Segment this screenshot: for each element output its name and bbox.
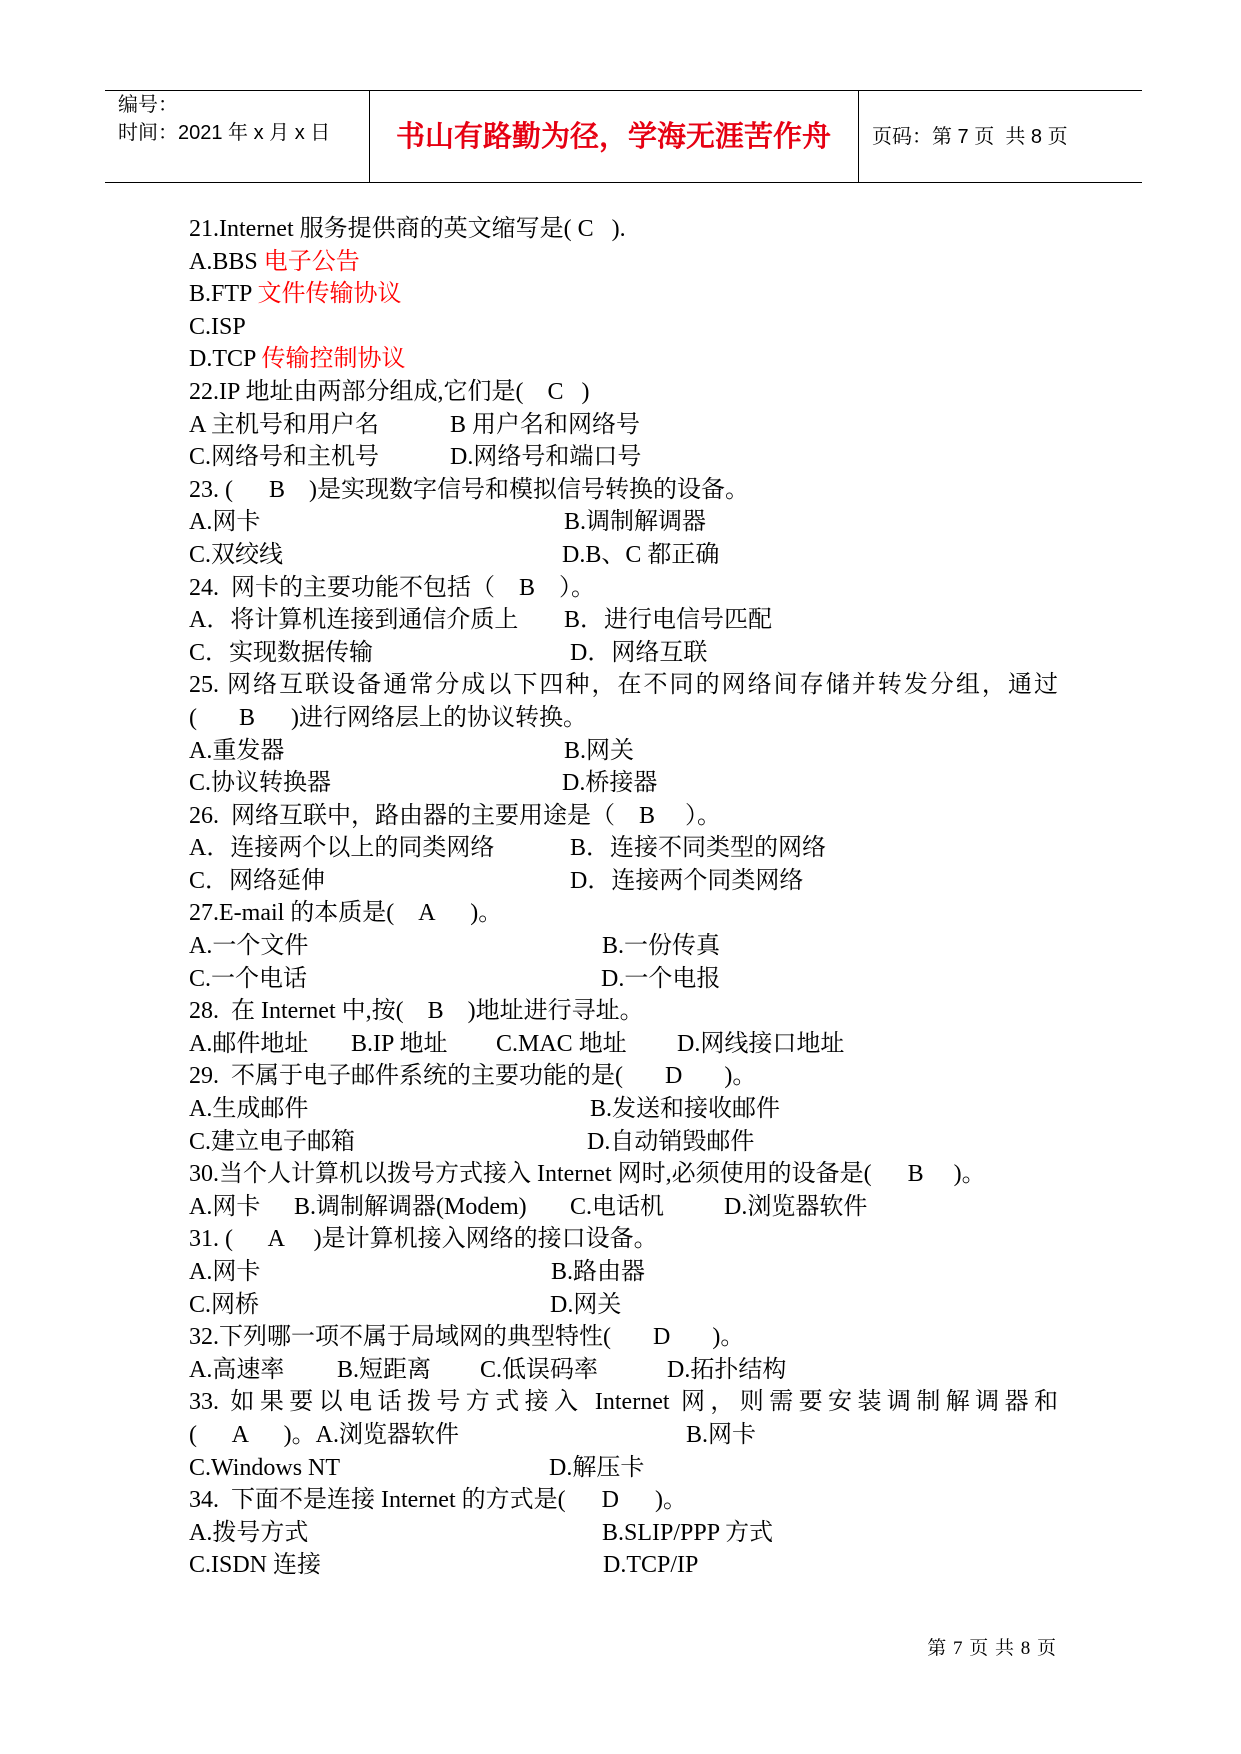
q21-option-c-line <box>189 311 1058 344</box>
q33-options-row-2 <box>189 1452 1058 1485</box>
q29-stem-line <box>189 1060 1058 1093</box>
q29-stem: 29. 不属于电子邮件系统的主要功能的是( D )。 <box>189 1063 757 1090</box>
q25-option-a: A.重发器 <box>189 737 285 764</box>
q26-options-row-1 <box>189 832 1058 865</box>
q23-option-a: A.网卡 <box>189 509 261 536</box>
header-divider-right <box>858 90 859 182</box>
q25-options-row-1 <box>189 735 1058 768</box>
q34-stem-line <box>189 1484 1058 1517</box>
q32-options-row <box>189 1354 1058 1387</box>
q31-stem: 31. ( A )是计算机接入网络的接口设备。 <box>189 1226 658 1253</box>
q25-stem: 25. 网络互联设备通常分成以下四种，在不同的网络间存储并转发分组，通过 <box>189 672 1058 699</box>
q33-stem: 33. 如果要以电话拨号方式接入 Internet 网，则需要安装调制解调器和 <box>189 1389 1058 1416</box>
q21-option-a-line <box>189 246 1058 279</box>
q21-stem-line <box>189 213 1058 246</box>
q23-options-row-1 <box>189 506 1058 539</box>
q23-stem: 23. ( B )是实现数字信号和模拟信号转换的设备。 <box>189 476 749 503</box>
q30-options-row <box>189 1191 1058 1224</box>
q21-option-a: A.BBS <box>189 248 264 275</box>
q24-options-row-2 <box>189 637 1058 670</box>
q33-stem-continued: ( A )。 <box>189 1421 316 1448</box>
q30-option-a: A.网卡 <box>189 1193 261 1220</box>
q27-option-c: C.一个电话 <box>189 965 308 992</box>
q29-options-row-1 <box>189 1093 1058 1126</box>
q21-option-b: B.FTP <box>189 281 258 308</box>
q22-options-row-2 <box>189 441 1058 474</box>
q27-options-row-1 <box>189 930 1058 963</box>
q21-option-d-note: 传输控制协议 <box>261 346 406 373</box>
q32-option-b: B.短距离 <box>337 1356 432 1383</box>
q25-option-b: B.网关 <box>564 737 635 764</box>
q23-option-c: C.双绞线 <box>189 541 284 568</box>
q33-stem-line <box>189 1386 1058 1419</box>
q34-option-c: C.ISDN 连接 <box>189 1552 322 1579</box>
q29-option-b: B.发送和接收邮件 <box>590 1096 781 1123</box>
header-page-info: 页码：第 7 页 共 8 页 <box>872 126 1068 148</box>
q24-option-b: B．进行电信号匹配 <box>564 607 773 634</box>
q31-stem-line <box>189 1223 1058 1256</box>
q32-stem: 32.下列哪一项不属于局域网的典型特性( D )。 <box>189 1324 745 1351</box>
q34-options-row-2 <box>189 1549 1058 1582</box>
q31-option-a: A.网卡 <box>189 1259 261 1285</box>
q30-option-c: C.电话机 <box>570 1193 665 1220</box>
q26-option-b: B．连接不同类型的网络 <box>570 835 827 862</box>
document-date: 时间：2021 年 x 月 x 日 <box>118 122 331 144</box>
q28-stem-line <box>189 995 1058 1028</box>
q21-option-a-note: 电子公告 <box>263 248 360 275</box>
q30-option-d: D.浏览器软件 <box>724 1193 868 1220</box>
q22-option-b: B 用户名和网络号 <box>450 411 641 438</box>
q31-option-b: B.路由器 <box>551 1259 646 1285</box>
q24-stem-line <box>189 572 1058 605</box>
document-number-label: 编号： <box>118 94 178 116</box>
q32-option-c: C.低误码率 <box>480 1356 599 1383</box>
q23-option-d: D.B、C 都正确 <box>562 541 720 568</box>
q28-option-d: D.网线接口地址 <box>677 1030 845 1057</box>
header-bottom-rule <box>105 182 1142 183</box>
q22-stem: 22.IP 地址由两部分组成,它们是( C ) <box>189 378 590 405</box>
q28-option-c: C.MAC 地址 <box>496 1030 627 1057</box>
q21-option-b-note: 文件传输协议 <box>257 281 402 308</box>
q22-option-c: C.网络号和主机号 <box>189 444 380 471</box>
q27-option-b: B.一份传真 <box>602 933 721 960</box>
q25-options-row-2 <box>189 767 1058 800</box>
q34-option-a: A.拨号方式 <box>189 1519 309 1546</box>
q28-options-row <box>189 1028 1058 1061</box>
q26-option-d: D．连接两个同类网络 <box>570 867 804 894</box>
header-top-rule <box>105 90 1142 91</box>
q28-stem: 28. 在 Internet 中,按( B )地址进行寻址。 <box>189 998 644 1025</box>
question-list <box>189 213 1058 1582</box>
q31-option-c: C.网桥 <box>189 1291 260 1318</box>
q32-stem-line <box>189 1321 1058 1354</box>
q24-option-a: A．将计算机连接到通信介质上 <box>189 607 519 634</box>
q24-stem: 24. 网卡的主要功能不包括（ B ）。 <box>189 574 596 601</box>
q30-stem-line <box>189 1158 1058 1191</box>
q33-option-c: C.Windows NT <box>189 1454 341 1481</box>
q31-option-d: D.网关 <box>550 1291 622 1318</box>
q22-options-row-1 <box>189 409 1058 442</box>
q29-option-c: C.建立电子邮箱 <box>189 1128 356 1155</box>
q32-option-d: D.拓扑结构 <box>667 1356 787 1383</box>
q21-option-d-line <box>189 343 1058 376</box>
page-footer-number: 第 7 页 共 8 页 <box>927 1638 1057 1659</box>
q23-option-b: B.调制解调器 <box>564 509 707 536</box>
q34-option-d: D.TCP/IP <box>603 1552 699 1579</box>
q28-option-a: A.邮件地址 <box>189 1030 309 1057</box>
q21-stem: 21.Internet 服务提供商的英文缩写是( C ). <box>189 216 626 242</box>
q21-option-d: D.TCP <box>189 346 262 373</box>
q31-options-row-1 <box>189 1256 1058 1289</box>
q23-stem-line <box>189 474 1058 507</box>
q26-stem: 26. 网络互联中，路由器的主要用途是（ B ）。 <box>189 802 722 829</box>
q33-option-d: D.解压卡 <box>549 1454 645 1481</box>
q31-options-row-2 <box>189 1289 1058 1322</box>
q27-stem-line <box>189 897 1058 930</box>
q21-option-b-line <box>189 278 1058 311</box>
q29-options-row-2 <box>189 1126 1058 1159</box>
q26-stem-line <box>189 800 1058 833</box>
q25-option-c: C.协议转换器 <box>189 770 332 797</box>
q25-stem-continued: ( B )进行网络层上的协议转换。 <box>189 704 587 731</box>
q27-option-d: D.一个电报 <box>601 965 721 992</box>
q22-option-a: A 主机号和用户名 <box>189 411 380 438</box>
q21-option-c: C.ISP <box>189 313 246 340</box>
q23-options-row-2 <box>189 539 1058 572</box>
q22-stem-line <box>189 376 1058 409</box>
q27-option-a: A.一个文件 <box>189 933 309 960</box>
q30-stem: 30.当个人计算机以拨号方式接入 Internet 网时,必须使用的设备是( B )。 <box>189 1161 986 1188</box>
q33-stem-continued-line <box>189 1419 1058 1452</box>
q27-stem: 27.E-mail 的本质是( A )。 <box>189 900 503 927</box>
q24-option-c: C．实现数据传输 <box>189 639 374 666</box>
q34-stem: 34. 下面不是连接 Internet 的方式是( D )。 <box>189 1487 687 1514</box>
q25-stem-continued-line <box>189 702 1058 735</box>
q33-option-b: B.网卡 <box>686 1421 757 1448</box>
q26-options-row-2 <box>189 865 1058 898</box>
q24-option-d: D．网络互联 <box>570 639 708 666</box>
q24-options-row-1 <box>189 604 1058 637</box>
header-motto: 书山有路勤为径，学海无涯苦作舟 <box>395 121 831 153</box>
q25-option-d: D.桥接器 <box>562 770 658 797</box>
q29-option-d: D.自动销毁邮件 <box>587 1128 755 1155</box>
q26-option-a: A．连接两个以上的同类网络 <box>189 835 495 862</box>
q22-option-d: D.网络号和端口号 <box>450 444 642 471</box>
q26-option-c: C．网络延伸 <box>189 867 326 894</box>
q34-option-b: B.SLIP/PPP 方式 <box>602 1519 774 1546</box>
q29-option-a: A.生成邮件 <box>189 1096 309 1123</box>
q33-option-a: A.浏览器软件 <box>315 1421 460 1448</box>
q25-stem-line <box>189 669 1058 702</box>
q30-option-b: B.调制解调器(Modem) <box>294 1193 527 1220</box>
q28-option-b: B.IP 地址 <box>351 1030 448 1057</box>
q27-options-row-2 <box>189 963 1058 996</box>
q32-option-a: A.高速率 <box>189 1356 285 1383</box>
q34-options-row-1 <box>189 1517 1058 1550</box>
